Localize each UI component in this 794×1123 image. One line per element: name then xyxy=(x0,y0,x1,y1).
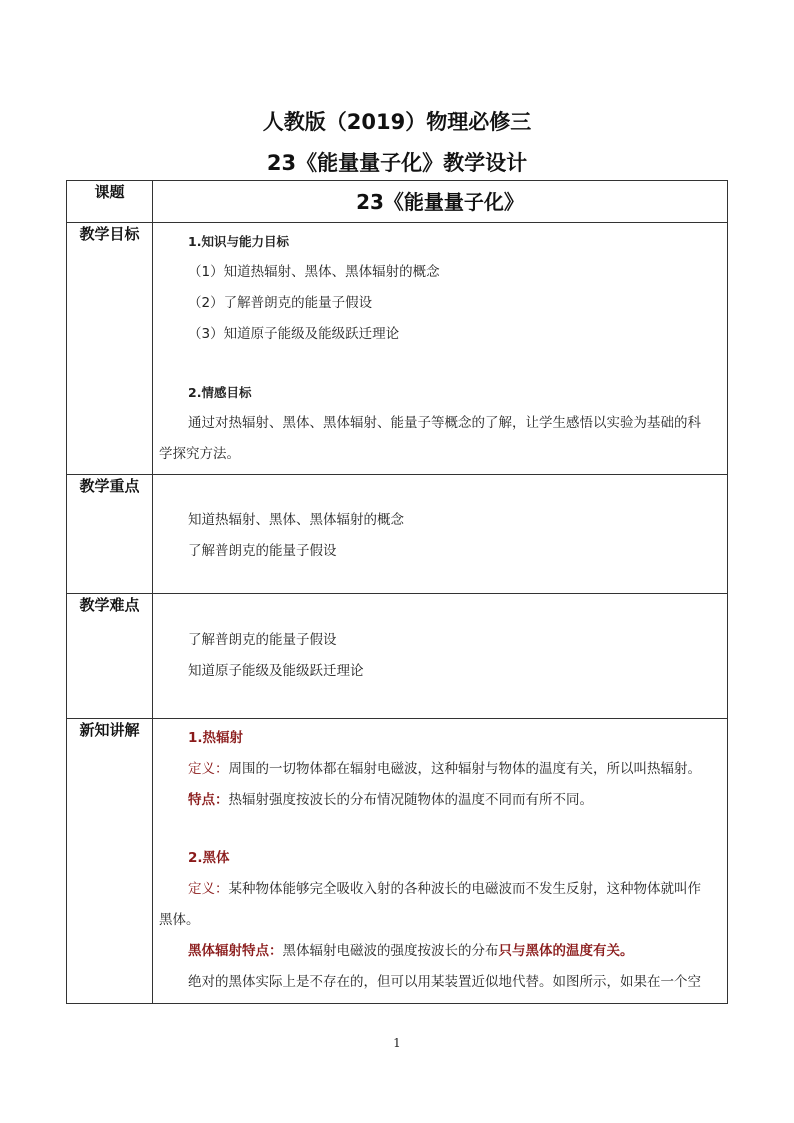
objectives-row xyxy=(67,223,728,475)
objectives-heading-emotion: 2.情感目标 xyxy=(188,385,252,400)
objectives-heading-knowledge: 1.知识与能力目标 xyxy=(188,234,289,249)
topic-row xyxy=(67,181,728,223)
topic-label: 课题 xyxy=(67,181,153,223)
thermal-radiation-definition xyxy=(159,754,721,785)
lesson-plan-table xyxy=(66,180,728,1004)
definition-label: 定义： xyxy=(188,761,229,777)
feature-text: 热辐射强度按波长的分布情况随物体的温度不同而有所不同。 xyxy=(228,792,593,808)
black-body-paragraph: 绝对的黑体实际上是不存在的，但可以用某装置近似地代替。如图所示，如果在一个空 xyxy=(188,974,701,990)
new-knowledge-cell xyxy=(153,719,728,1004)
difficult-points-cell xyxy=(153,594,728,719)
black-body-definition xyxy=(159,874,721,905)
objective-paragraph-line2: 学探究方法。 xyxy=(159,446,240,462)
definition-text: 某种物体能够完全吸收入射的各种波长的电磁波而不发生反射，这种物体就叫作 xyxy=(228,881,701,897)
new-knowledge-label: 新知讲解 xyxy=(67,719,153,1004)
black-body-radiation-feature xyxy=(159,936,721,967)
objectives-cell xyxy=(153,223,728,475)
objectives-label: 教学目标 xyxy=(67,223,153,475)
feature-label: 黑体辐射特点： xyxy=(188,943,283,959)
black-body-definition-cont: 黑体。 xyxy=(159,912,200,928)
objective-item: （3）知道原子能级及能级跃迁理论 xyxy=(188,326,400,342)
difficult-point-item: 知道原子能级及能级跃迁理论 xyxy=(188,663,364,679)
thermal-radiation-feature xyxy=(159,785,721,816)
section-title-black-body: 2.黑体 xyxy=(188,850,230,866)
definition-text: 周围的一切物体都在辐射电磁波，这种辐射与物体的温度有关，所以叫热辐射。 xyxy=(228,761,701,777)
difficult-points-label: 教学难点 xyxy=(67,594,153,719)
feature-emphasis: 只与黑体的温度有关。 xyxy=(498,943,634,959)
key-point-item: 了解普朗克的能量子假设 xyxy=(188,543,337,559)
difficult-points-row xyxy=(67,594,728,719)
objective-item: （2）了解普朗克的能量子假设 xyxy=(188,295,373,311)
objective-item: （1）知道热辐射、黑体、黑体辐射的概念 xyxy=(188,264,440,280)
document-title: 人教版（2019）物理必修三 xyxy=(262,110,532,134)
feature-text: 黑体辐射电磁波的强度按波长的分布 xyxy=(282,943,499,959)
feature-label: 特点： xyxy=(188,792,229,808)
key-points-cell xyxy=(153,475,728,594)
definition-label: 定义： xyxy=(188,881,229,897)
key-points-label: 教学重点 xyxy=(67,475,153,594)
new-knowledge-row xyxy=(67,719,728,1004)
section-title-thermal-radiation: 1.热辐射 xyxy=(188,730,244,746)
key-point-item: 知道热辐射、黑体、黑体辐射的概念 xyxy=(188,512,404,528)
key-points-row xyxy=(67,475,728,594)
document-subtitle: 23《能量量子化》教学设计 xyxy=(266,151,528,175)
difficult-point-item: 了解普朗克的能量子假设 xyxy=(188,632,337,648)
page-number: 1 xyxy=(393,1036,401,1050)
objective-paragraph-line1: 通过对热辐射、黑体、黑体辐射、能量子等概念的了解，让学生感悟以实验为基础的科 xyxy=(188,415,701,431)
topic-value: 23《能量量子化》 xyxy=(356,189,524,214)
topic-cell xyxy=(153,181,728,223)
